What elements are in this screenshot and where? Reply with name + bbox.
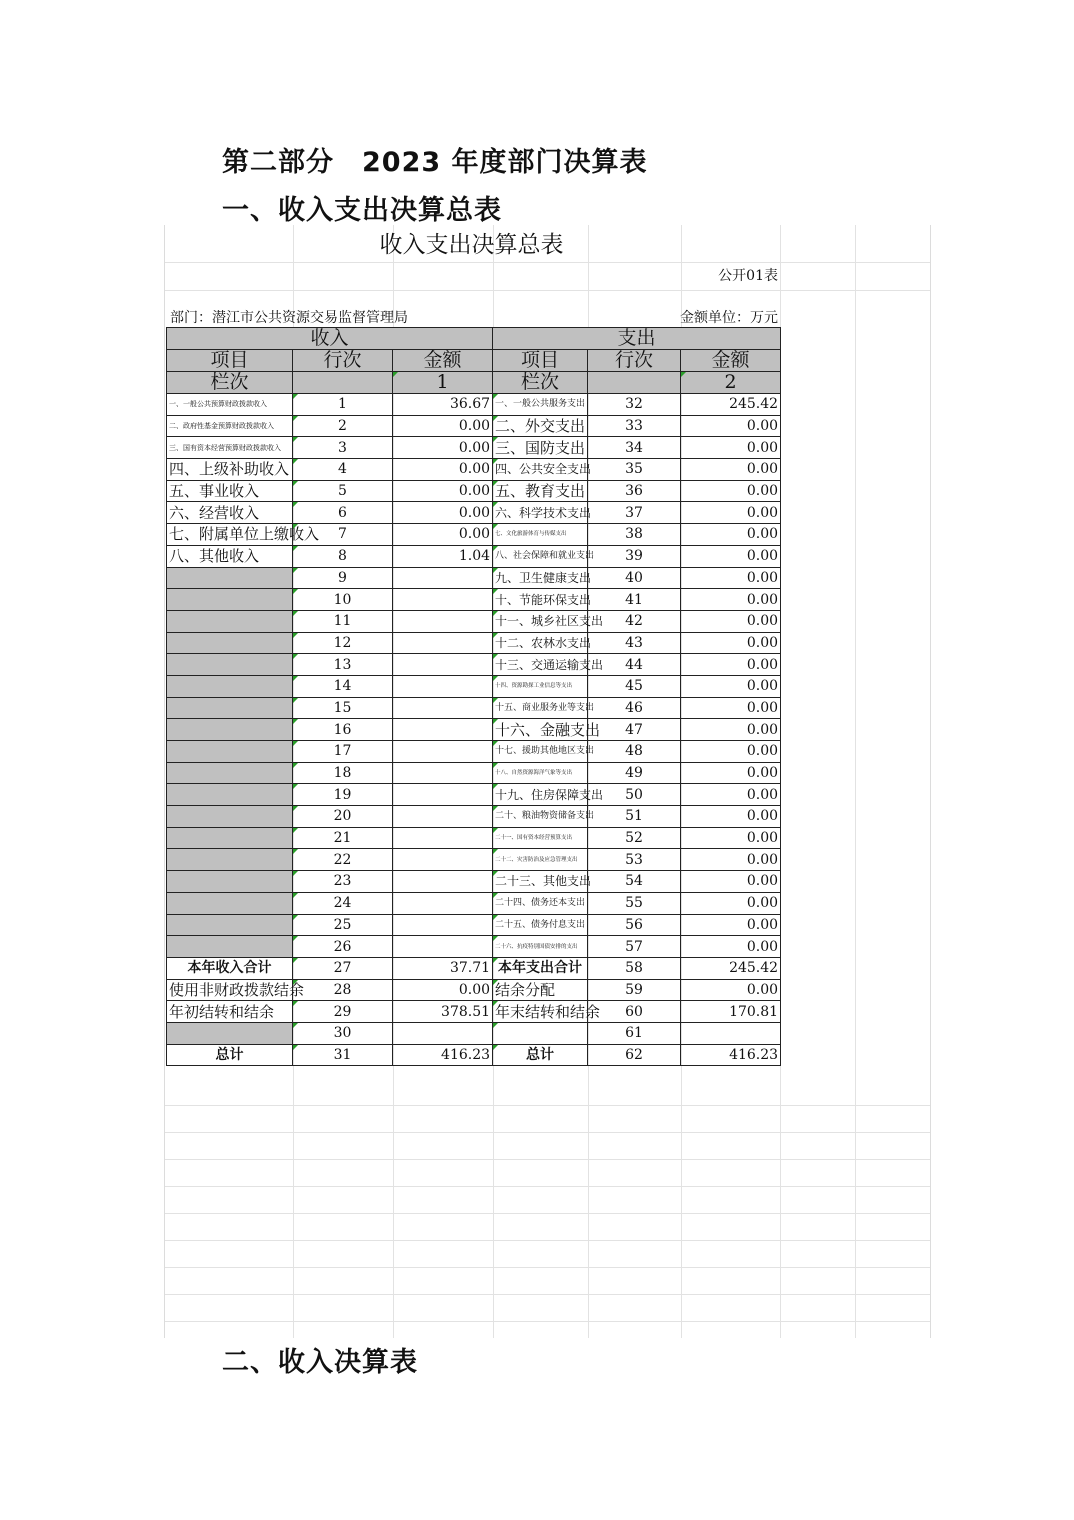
expense-amount: 0.00 [681,545,781,567]
income-group-header: 收入 [167,328,493,350]
income-item: 四、上级补助收入 [167,459,293,481]
income-item: 三、国有资本经营预算财政拨款收入 [167,437,293,459]
expense-row-number: 41 [588,589,681,611]
expense-row-number: 43 [588,632,681,654]
income-item [167,675,293,697]
expense-amount-header: 金额 [681,350,781,372]
income-amount [393,784,493,806]
income-amount: 36.67 [393,394,493,416]
expense-amount: 0.00 [681,784,781,806]
income-row-number: 18 [293,762,393,784]
expense-row-number: 36 [588,480,681,502]
unit-label: 金额单位：万元 [680,310,778,326]
expense-summary-item: 本年支出合计 [493,957,588,979]
table-row [167,827,781,849]
table-row [167,524,781,546]
income-amount: 0.00 [393,459,493,481]
table-row [167,502,781,524]
income-item-header: 项目 [167,350,293,372]
expense-summary-item [493,1022,588,1044]
expense-row-number: 40 [588,567,681,589]
expense-row-number: 34 [588,437,681,459]
income-item: 六、经营收入 [167,502,293,524]
expense-summary-item: 总计 [493,1044,588,1066]
table-row [167,871,781,893]
income-amount: 378.51 [393,1001,493,1023]
expense-row-number: 38 [588,524,681,546]
expense-row-number: 47 [588,719,681,741]
income-row-number: 24 [293,892,393,914]
expense-item: 十八、自然资源海洋气象等支出 [493,762,588,784]
income-item [167,914,293,936]
income-amount [393,827,493,849]
expense-amount: 0.00 [681,936,781,958]
table-row [167,914,781,936]
income-row-number: 29 [293,1001,393,1023]
income-item [167,697,293,719]
income-item [167,589,293,611]
income-item [167,806,293,828]
expense-amount: 0.00 [681,654,781,676]
income-lane-label: 栏次 [167,372,293,394]
expense-amount: 0.00 [681,415,781,437]
income-expense-table [166,327,781,1066]
expense-item: 八、社会保障和就业支出 [493,545,588,567]
income-row-number: 2 [293,415,393,437]
income-row-header: 行次 [293,350,393,372]
expense-row-header: 行次 [588,350,681,372]
expense-item: 六、科学技术支出 [493,502,588,524]
income-row-number: 31 [293,1044,393,1066]
income-amount [393,589,493,611]
expense-row-number: 54 [588,871,681,893]
expense-row-number: 57 [588,936,681,958]
grid-row-line [165,1321,930,1322]
group-header-row [167,328,781,350]
expense-row-number: 50 [588,784,681,806]
income-row-number: 15 [293,697,393,719]
income-row-number: 4 [293,459,393,481]
income-amount: 0.00 [393,502,493,524]
income-row-number: 13 [293,654,393,676]
grid-row-line [165,1213,930,1214]
table-row [167,936,781,958]
income-amount [393,892,493,914]
table-row [167,806,781,828]
table-row [167,849,781,871]
expense-amount: 0.00 [681,741,781,763]
table-row [167,654,781,676]
income-row-number: 11 [293,610,393,632]
expense-amount: 0.00 [681,589,781,611]
income-item [167,741,293,763]
expense-row-number: 55 [588,892,681,914]
income-summary-item [167,1022,293,1044]
grid-row-line [165,1105,930,1106]
income-row-number: 1 [293,394,393,416]
income-row-number: 20 [293,806,393,828]
summary-row [167,957,781,979]
expense-row-number: 46 [588,697,681,719]
table-row [167,567,781,589]
income-amount: 416.23 [393,1044,493,1066]
income-amount-header: 金额 [393,350,493,372]
summary-row [167,1044,781,1066]
summary-row [167,1022,781,1044]
grid-column-line [855,225,856,1338]
section1-heading: 一、收入支出决算总表 [222,195,502,226]
income-amount [393,567,493,589]
grid-row-line [165,1267,930,1268]
income-item [167,654,293,676]
income-item [167,632,293,654]
expense-item: 二十四、债务还本支出 [493,892,588,914]
department-label: 部门：潜江市公共资源交易监督管理局 [170,310,408,326]
expense-lane-blank [588,372,681,394]
income-amount: 0.00 [393,415,493,437]
grid-row-line [165,262,930,263]
expense-amount: 0.00 [681,849,781,871]
income-item [167,849,293,871]
expense-amount: 0.00 [681,459,781,481]
section2-heading: 二、收入决算表 [222,1347,418,1378]
income-row-number: 27 [293,957,393,979]
expense-item: 十七、援助其他地区支出 [493,741,588,763]
income-lane-number: 1 [393,372,493,394]
table-row [167,632,781,654]
income-row-number: 16 [293,719,393,741]
expense-row-number: 42 [588,610,681,632]
income-item: 八、其他收入 [167,545,293,567]
expense-group-header: 支出 [493,328,781,350]
income-row-number: 21 [293,827,393,849]
income-item [167,784,293,806]
income-amount: 0.00 [393,524,493,546]
expense-amount: 0.00 [681,567,781,589]
income-amount [393,719,493,741]
expense-amount: 0.00 [681,762,781,784]
table-row [167,545,781,567]
income-amount: 37.71 [393,957,493,979]
expense-item: 十五、商业服务业等支出 [493,697,588,719]
part-heading: 第二部分 2023 年度部门决算表 [222,147,648,178]
expense-item: 九、卫生健康支出 [493,567,588,589]
grid-row-line [165,1294,930,1295]
income-amount [393,762,493,784]
expense-item: 五、教育支出 [493,480,588,502]
lane-row [167,372,781,394]
summary-row [167,1001,781,1023]
grid-row-line [165,1159,930,1160]
income-item [167,610,293,632]
expense-row-number: 61 [588,1022,681,1044]
income-row-number: 22 [293,849,393,871]
income-summary-item: 使用非财政拨款结余 [167,979,293,1001]
expense-amount: 0.00 [681,719,781,741]
expense-summary-item: 结余分配 [493,979,588,1001]
expense-amount: 170.81 [681,1001,781,1023]
income-lane-blank [293,372,393,394]
expense-row-number: 33 [588,415,681,437]
table-row [167,610,781,632]
expense-row-number: 37 [588,502,681,524]
table-row [167,459,781,481]
income-row-number: 28 [293,979,393,1001]
income-row-number: 23 [293,871,393,893]
expense-amount: 0.00 [681,979,781,1001]
expense-item: 二十、粮油物资储备支出 [493,806,588,828]
expense-amount: 416.23 [681,1044,781,1066]
income-amount [393,849,493,871]
expense-row-number: 32 [588,394,681,416]
expense-amount: 0.00 [681,697,781,719]
grid-row-line [165,290,930,291]
income-row-number: 25 [293,914,393,936]
expense-amount: 245.42 [681,957,781,979]
income-row-number: 3 [293,437,393,459]
income-row-number: 30 [293,1022,393,1044]
income-item: 七、附属单位上缴收入 [167,524,293,546]
expense-item: 十四、资源勘探工业信息等支出 [493,675,588,697]
expense-item: 二十二、灾害防治及应急管理支出 [493,849,588,871]
grid-row-line [165,1240,930,1241]
income-amount [393,914,493,936]
grid-row-line [165,1186,930,1187]
table-row [167,762,781,784]
expense-amount: 0.00 [681,871,781,893]
income-amount: 1.04 [393,545,493,567]
expense-amount: 0.00 [681,480,781,502]
income-row-number: 19 [293,784,393,806]
form-number: 公开01表 [718,268,778,284]
income-item [167,936,293,958]
table-row [167,480,781,502]
income-row-number: 9 [293,567,393,589]
expense-amount: 245.42 [681,394,781,416]
expense-row-number: 51 [588,806,681,828]
expense-item: 十一、城乡社区支出 [493,610,588,632]
table-row [167,437,781,459]
expense-amount: 0.00 [681,675,781,697]
expense-item: 二十一、国有资本经营预算支出 [493,827,588,849]
income-item [167,871,293,893]
table-row [167,741,781,763]
income-amount [393,675,493,697]
expense-item: 十二、农林水支出 [493,632,588,654]
income-amount [393,610,493,632]
table-row [167,784,781,806]
income-row-number: 26 [293,936,393,958]
income-summary-item: 本年收入合计 [167,957,293,979]
income-amount [393,654,493,676]
expense-item: 十九、住房保障支出 [493,784,588,806]
income-item: 二、政府性基金预算财政拨款收入 [167,415,293,437]
income-amount [393,697,493,719]
expense-amount [681,1022,781,1044]
expense-row-number: 52 [588,827,681,849]
expense-row-number: 53 [588,849,681,871]
expense-item-header: 项目 [493,350,588,372]
expense-row-number: 58 [588,957,681,979]
expense-item: 二、外交支出 [493,415,588,437]
income-amount [393,806,493,828]
expense-row-number: 56 [588,914,681,936]
income-row-number: 12 [293,632,393,654]
expense-row-number: 48 [588,741,681,763]
income-row-number: 10 [293,589,393,611]
income-item: 一、一般公共预算财政拨款收入 [167,394,293,416]
income-amount: 0.00 [393,979,493,1001]
expense-item: 十、节能环保支出 [493,589,588,611]
expense-row-number: 59 [588,979,681,1001]
table-row [167,675,781,697]
summary-row [167,979,781,1001]
income-amount [393,936,493,958]
income-item [167,892,293,914]
table-row [167,589,781,611]
expense-amount: 0.00 [681,914,781,936]
expense-amount: 0.00 [681,827,781,849]
expense-amount: 0.00 [681,892,781,914]
income-amount [393,632,493,654]
income-amount: 0.00 [393,480,493,502]
expense-item: 四、公共安全支出 [493,459,588,481]
table-row [167,892,781,914]
expense-amount: 0.00 [681,806,781,828]
income-row-number: 6 [293,502,393,524]
income-summary-item: 年初结转和结余 [167,1001,293,1023]
expense-item: 二十六、抗疫特别国债安排的支出 [493,936,588,958]
expense-item: 七、文化旅游体育与传媒支出 [493,524,588,546]
grid-row-line [165,1132,930,1133]
expense-item: 二十三、其他支出 [493,871,588,893]
income-row-number: 14 [293,675,393,697]
income-row-number: 17 [293,741,393,763]
income-amount [393,741,493,763]
expense-item: 十三、交通运输支出 [493,654,588,676]
income-row-number: 7 [293,524,393,546]
expense-row-number: 62 [588,1044,681,1066]
table-row [167,415,781,437]
expense-row-number: 35 [588,459,681,481]
expense-amount: 0.00 [681,502,781,524]
expense-item: 二十五、债务付息支出 [493,914,588,936]
table-row [167,394,781,416]
expense-amount: 0.00 [681,437,781,459]
expense-item: 三、国防支出 [493,437,588,459]
income-item [167,827,293,849]
expense-row-number: 45 [588,675,681,697]
expense-row-number: 60 [588,1001,681,1023]
expense-amount: 0.00 [681,524,781,546]
income-item [167,719,293,741]
expense-item: 一、一般公共服务支出 [493,394,588,416]
income-amount [393,871,493,893]
expense-amount: 0.00 [681,632,781,654]
income-amount: 0.00 [393,437,493,459]
income-row-number: 5 [293,480,393,502]
income-row-number: 8 [293,545,393,567]
expense-row-number: 44 [588,654,681,676]
expense-row-number: 49 [588,762,681,784]
expense-lane-number: 2 [681,372,781,394]
income-item [167,762,293,784]
income-summary-item: 总计 [167,1044,293,1066]
expense-row-number: 39 [588,545,681,567]
expense-item: 十六、金融支出 [493,719,588,741]
table-row [167,697,781,719]
expense-amount: 0.00 [681,610,781,632]
income-amount [393,1022,493,1044]
column-header-row [167,350,781,372]
income-item: 五、事业收入 [167,480,293,502]
expense-summary-item: 年末结转和结余 [493,1001,588,1023]
sheet-title: 收入支出决算总表 [379,232,564,258]
table-row [167,719,781,741]
income-item [167,567,293,589]
expense-lane-label: 栏次 [493,372,588,394]
